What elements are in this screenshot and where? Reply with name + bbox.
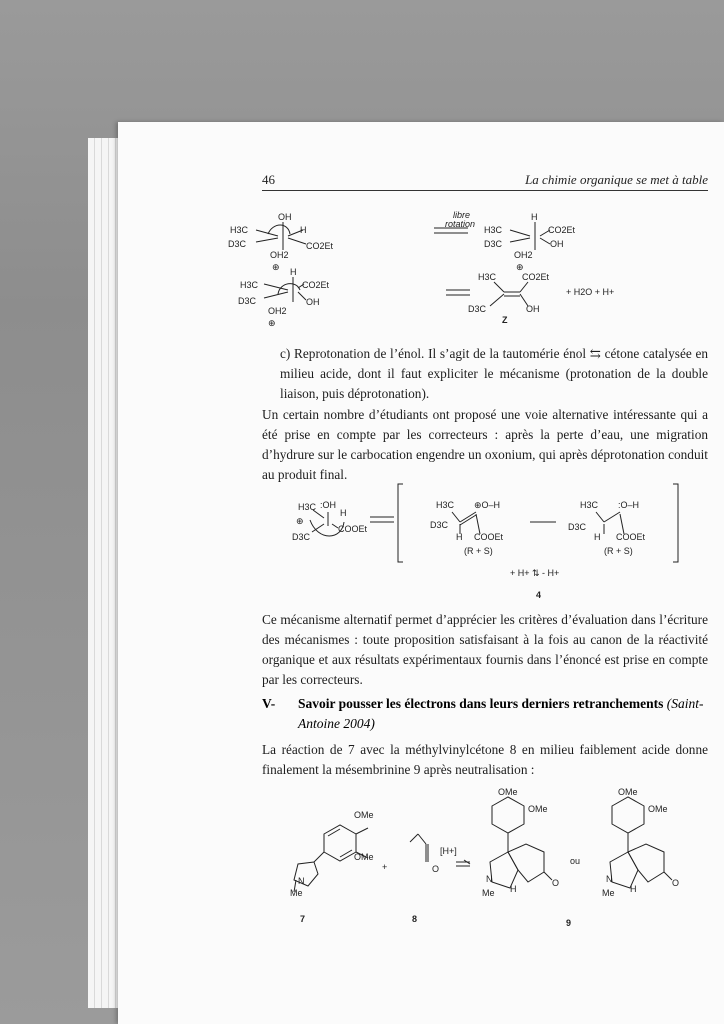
book-page — [118, 122, 724, 1024]
label-rs: (R + S) — [604, 546, 633, 556]
label-oh2: OH2 — [268, 306, 287, 316]
label-oh: OH — [526, 304, 540, 314]
label-d3c: D3C — [430, 520, 449, 530]
label-h3c: H3C — [298, 502, 317, 512]
label-me: Me — [482, 888, 495, 898]
section-number: V- — [262, 696, 276, 711]
scheme-mesembrinine — [118, 122, 724, 1024]
label-h: H — [510, 884, 517, 894]
label-n: N — [298, 876, 305, 886]
label-h: H — [531, 212, 538, 222]
label-cooet: COOEt — [338, 524, 368, 534]
label-d3c: D3C — [228, 239, 247, 249]
paragraph-reaction: La réaction de 7 avec la méthylvinylcétone 8 en milieu faiblement acide donne finalement la mésembrinine 9 après neutralisation : — [262, 742, 708, 777]
arrow-label-rotation: rotation — [445, 219, 476, 229]
label-plus: ⊕ — [516, 262, 524, 272]
label-h3c: H3C — [580, 500, 599, 510]
label-ome: OMe — [618, 787, 638, 797]
label-d3c: D3C — [238, 296, 257, 306]
label-d3c: D3C — [484, 239, 503, 249]
label-ome: OMe — [354, 852, 374, 862]
section-title: Savoir pousser les électrons dans leurs derniers retranchements — [298, 696, 664, 711]
arrow-label-libre: libre — [453, 210, 471, 220]
label-me: Me — [290, 888, 303, 898]
label-plus: ⊕ — [296, 516, 304, 526]
label-plus: ⊕ — [272, 262, 280, 272]
label-me: Me — [602, 888, 615, 898]
label-oh: OH — [306, 297, 320, 307]
label-ome: OMe — [354, 810, 374, 820]
running-title: La chimie organique se met à table — [525, 172, 708, 187]
catalyst-label: [H+] — [440, 846, 457, 856]
paragraph-alternative: Un certain nombre d’étudiants ont proposé une voie alternative intéressante qui a été prise en compte par les correcteurs : après la perte d’eau, une migration d’hydrure sur le carbocation engendre un oxonium, qui après déprotonation conduit au produit final. — [262, 407, 708, 482]
label-h: H — [290, 267, 297, 277]
label-oh: :OH — [320, 500, 337, 510]
label-n: N — [486, 874, 493, 884]
paragraph-reprotonation: c) Reprotonation de l’énol. Il s’agit de la tautomérie énol ⇆ cétone catalysée en milieu acide, dont il faut expliciter le mécanisme (protonation de la double liaison, puis déprotonation). — [280, 346, 708, 401]
label-ome: OMe — [498, 787, 518, 797]
compound-label-7: 7 — [300, 914, 306, 924]
plus-sign: + — [382, 862, 388, 872]
label-cooet: COOEt — [474, 532, 504, 542]
label-co2et: CO2Et — [306, 241, 334, 251]
label-z: Z — [502, 315, 508, 325]
label-oh2: OH2 — [514, 250, 533, 260]
label-h: H — [630, 884, 637, 894]
label-ome: OMe — [528, 804, 548, 814]
label-co2et: CO2Et — [522, 272, 550, 282]
label-h: H — [594, 532, 601, 542]
ou-label: ou — [570, 856, 581, 866]
compound-label-8: 8 — [412, 914, 418, 924]
label-h3c: H3C — [484, 225, 503, 235]
label-oxonium: ⊕O–H — [474, 500, 501, 510]
label-o: O — [552, 878, 560, 888]
label-h3c: H3C — [478, 272, 497, 282]
label-rs: (R + S) — [464, 546, 493, 556]
label-oh: OH — [550, 239, 564, 249]
label-h3c: H3C — [230, 225, 249, 235]
label-oh: :O–H — [618, 500, 640, 510]
product-number: 4 — [536, 590, 542, 600]
label-co2et: CO2Et — [302, 280, 330, 290]
label-h: H — [456, 532, 463, 542]
label-d3c: D3C — [292, 532, 311, 542]
paragraph-conclusion: Ce mécanisme alternatif permet d’apprécier les critères d’évaluation dans l’écriture des mécanismes : toute proposition satisfaisant à la fois au canon de la réactivité organique et aux résultats expérimentaux fournis dans l’énoncé est prise en compte par les correcteurs. — [262, 612, 708, 687]
label-h3c: H3C — [436, 500, 455, 510]
label-o: O — [432, 864, 440, 874]
label-h: H — [300, 225, 307, 235]
label-h3c: H3C — [240, 280, 259, 290]
label-oh2: OH2 — [270, 250, 289, 260]
page-number: 46 — [262, 172, 275, 187]
label-cooet: COOEt — [616, 532, 646, 542]
section-source: (Saint-Antoine 2004) — [298, 696, 704, 731]
label-n: N — [606, 874, 613, 884]
label-o: O — [672, 878, 680, 888]
label-d3c: D3C — [468, 304, 487, 314]
label-co2et: CO2Et — [548, 225, 576, 235]
equilibrium-label: + H+ ⇅ - H+ — [510, 568, 560, 578]
label-ome: OMe — [648, 804, 668, 814]
products-label: + H2O + H+ — [566, 287, 615, 297]
label-plus: ⊕ — [268, 318, 276, 328]
compound-label-9: 9 — [566, 918, 572, 928]
label-oh: OH — [278, 212, 292, 222]
label-h: H — [340, 508, 347, 518]
label-d3c: D3C — [568, 522, 587, 532]
